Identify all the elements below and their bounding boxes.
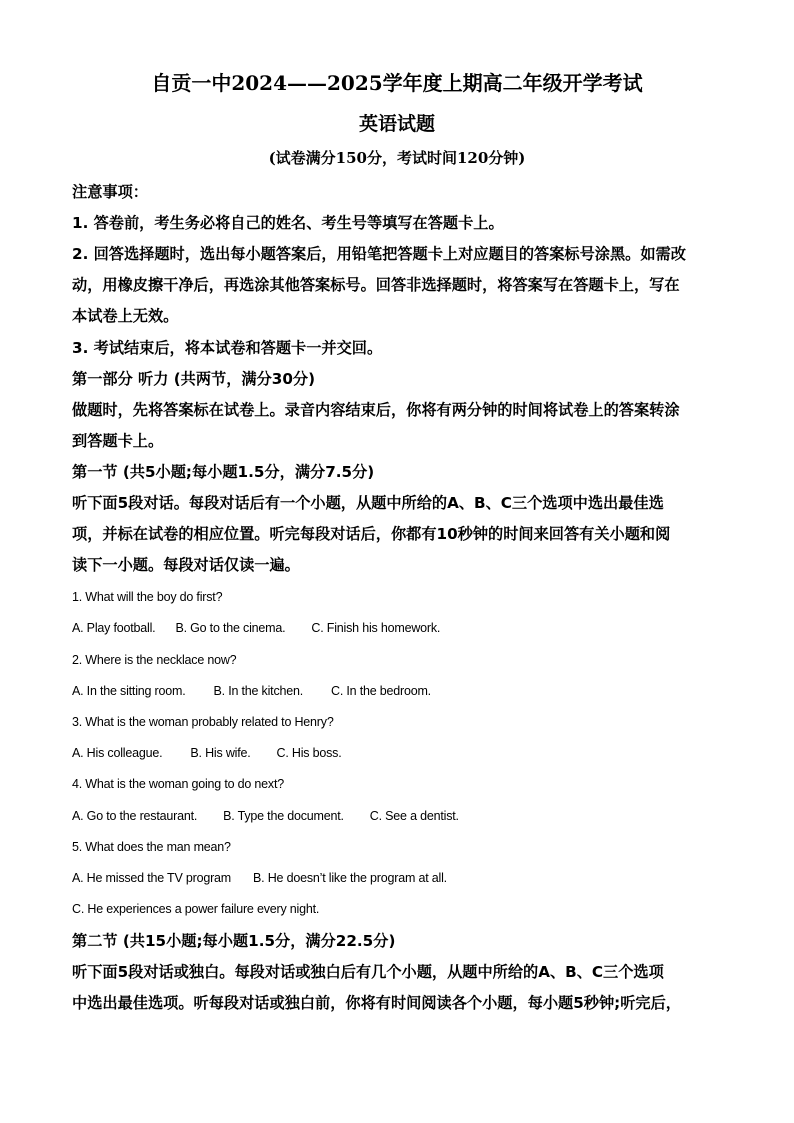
section1-desc-line-1: 听下面5段对话。每段对话后有一个小题，从题中所给的A、B、C三个选项中选出最佳选 (72, 494, 664, 512)
instruction-item-1: 1. 答卷前，考生务必将自己的姓名、考生号等填写在答题卡上。 (72, 214, 504, 232)
question-2: 2. Where is the necklace now? (72, 653, 237, 667)
question-3: 3. What is the woman probably related to Henry? (72, 715, 334, 729)
section2-heading: 第二节 (共15小题;每小题1.5分，满分22.5分) (72, 932, 396, 950)
option-a: A. He missed the TV program (72, 871, 232, 885)
option-b: B. Go to the cinema. (175, 621, 286, 635)
instruction-item-2-line-1: 2. 回答选择题时，选出每小题答案后，用铅笔把答题卡上对应题目的答案标号涂黑。如需改 (72, 245, 686, 263)
option-c: C. Finish his homework. (311, 621, 441, 635)
question-1-options (72, 618, 722, 638)
option-a: A. In the sitting room. (72, 684, 186, 698)
instruction-item-3: 3. 考试结束后，将本试卷和答题卡一并交回。 (72, 339, 383, 357)
part1-desc-line-2: 到答题卡上。 (72, 432, 164, 450)
option-c: C. See a dentist. (369, 809, 459, 823)
option-a: A. His colleague. (72, 746, 163, 760)
question-4: 4. What is the woman going to do next? (72, 777, 284, 791)
instruction-item-2-line-3: 本试卷上无效。 (72, 307, 179, 325)
exam-title: 自贡一中2024——2025学年度上期高二年级开学考试 (151, 71, 643, 95)
part1-desc-line-1: 做题时，先将答案标在试卷上。录音内容结束后，你将有两分钟的时间将试卷上的答案转涂 (72, 401, 680, 419)
option-c: C. His boss. (276, 746, 342, 760)
option-b: B. He doesn’t like the program at all. (253, 871, 447, 885)
section1-desc-line-2: 项，并标在试卷的相应位置。听完每段对话后，你都有10秒钟的时间来回答有关小题和阅 (72, 525, 671, 543)
option-a: A. Play football. (72, 621, 156, 635)
question-4-options (72, 806, 722, 826)
section2-desc-line-2: 中选出最佳选项。听每段对话或独白前，你将有时间阅读各个小题，每小题5秒钟;听完后， (72, 994, 681, 1012)
option-b: B. In the kitchen. (213, 684, 304, 698)
option-a: A. Go to the restaurant. (72, 809, 198, 823)
question-5-options-ab (72, 868, 722, 888)
exam-note: (试卷满分150分，考试时间120分钟) (268, 149, 526, 167)
option-b: B. His wife. (190, 746, 251, 760)
instructions-heading: 注意事项： (72, 183, 148, 201)
question-5: 5. What does the man mean? (72, 840, 231, 854)
option-c: C. In the bedroom. (331, 684, 431, 698)
question-2-options (72, 681, 722, 701)
instruction-item-2-line-2: 动，用橡皮擦干净后，再选涂其他答案标号。回答非选择题时，将答案写在答题卡上，写在 (72, 276, 680, 294)
section1-heading: 第一节 (共5小题;每小题1.5分，满分7.5分) (72, 463, 375, 481)
section1-desc-line-3: 读下一小题。每段对话仅读一遍。 (72, 556, 300, 574)
question-1: 1. What will the boy do first? (72, 590, 223, 604)
question-3-options (72, 743, 722, 763)
subject-title: 英语试题 (358, 113, 435, 135)
part1-heading: 第一部分 听力 (共两节，满分30分) (72, 370, 316, 388)
option-b: B. Type the document. (223, 809, 344, 823)
question-5-option-c: C. He experiences a power failure every night. (72, 902, 320, 916)
section2-desc-line-1: 听下面5段对话或独白。每段对话或独白后有几个小题，从题中所给的A、B、C三个选项 (72, 963, 664, 981)
